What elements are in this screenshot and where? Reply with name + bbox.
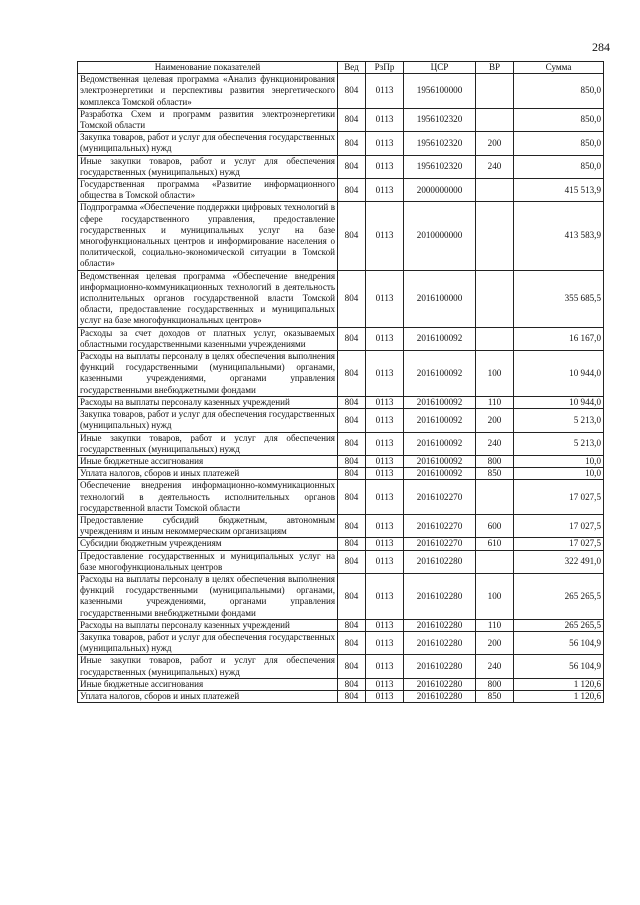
cell-ved: 804 (338, 619, 366, 631)
cell-ved: 804 (338, 132, 366, 155)
cell-sum: 265 265,5 (514, 619, 604, 631)
cell-rzpr: 0113 (366, 74, 404, 109)
cell-vr: 100 (476, 351, 514, 397)
cell-rzpr: 0113 (366, 631, 404, 654)
cell-name: Иные закупки товаров, работ и услуг для обеспечения государственных (муниципальных) нужд (78, 155, 338, 178)
cell-sum: 1 120,6 (514, 690, 604, 702)
cell-ved: 804 (338, 655, 366, 678)
cell-name: Закупка товаров, работ и услуг для обеспечения государственных (муниципальных) нужд (78, 631, 338, 654)
cell-ved: 804 (338, 455, 366, 467)
cell-sum: 10 944,0 (514, 396, 604, 408)
cell-name: Расходы на выплаты персоналу в целях обеспечения выполнения функций государственными (муниципальными) органами, казенными учреждениями, органами управления государственными внебюджетными фондами (78, 351, 338, 397)
cell-sum: 56 104,9 (514, 655, 604, 678)
cell-csr: 2016100092 (404, 455, 476, 467)
cell-sum: 5 213,0 (514, 432, 604, 455)
cell-vr: 240 (476, 155, 514, 178)
cell-ved: 804 (338, 179, 366, 202)
cell-vr (476, 179, 514, 202)
cell-csr: 2016102280 (404, 550, 476, 573)
cell-sum: 1 120,6 (514, 678, 604, 690)
cell-name: Иные бюджетные ассигнования (78, 455, 338, 467)
table-row (78, 409, 604, 432)
cell-ved: 804 (338, 538, 366, 550)
cell-csr: 2016100092 (404, 351, 476, 397)
cell-rzpr: 0113 (366, 468, 404, 480)
cell-csr: 2016100000 (404, 270, 476, 327)
cell-name: Ведомственная целевая программа «Анализ функционирования электроэнергетики и перспективы развития энергетического комплекса Томской области» (78, 74, 338, 109)
cell-rzpr: 0113 (366, 573, 404, 619)
cell-rzpr: 0113 (366, 155, 404, 178)
cell-vr (476, 74, 514, 109)
cell-vr (476, 480, 514, 515)
cell-ved: 804 (338, 678, 366, 690)
table-row (78, 270, 604, 327)
cell-name: Иные закупки товаров, работ и услуг для обеспечения государственных (муниципальных) нужд (78, 655, 338, 678)
cell-vr: 600 (476, 514, 514, 537)
cell-rzpr: 0113 (366, 514, 404, 537)
cell-ved: 804 (338, 202, 366, 270)
cell-vr: 610 (476, 538, 514, 550)
table-row (78, 550, 604, 573)
cell-csr: 2016102280 (404, 655, 476, 678)
cell-csr: 2016100092 (404, 432, 476, 455)
cell-sum: 16 167,0 (514, 327, 604, 350)
header-name: Наименование показателей (78, 62, 338, 74)
table-row (78, 619, 604, 631)
cell-sum: 850,0 (514, 74, 604, 109)
cell-csr: 2016102270 (404, 514, 476, 537)
table-row (78, 514, 604, 537)
cell-ved: 804 (338, 270, 366, 327)
cell-sum: 850,0 (514, 108, 604, 131)
cell-sum: 10,0 (514, 468, 604, 480)
cell-name: Ведомственная целевая программа «Обеспечение внедрения информационно-коммуникационных технологий в деятельность исполнительных органов государственной власти Томской области, предоставление государственных и муниципальных услуг на базе многофункциональных центров» (78, 270, 338, 327)
cell-rzpr: 0113 (366, 409, 404, 432)
table-row (78, 538, 604, 550)
page-number: 284 (592, 40, 610, 54)
cell-ved: 804 (338, 432, 366, 455)
table-row (78, 690, 604, 702)
cell-ved: 804 (338, 74, 366, 109)
cell-vr (476, 270, 514, 327)
header-vr: ВР (476, 62, 514, 74)
cell-sum: 10 944,0 (514, 351, 604, 397)
cell-name: Уплата налогов, сборов и иных платежей (78, 690, 338, 702)
table-row (78, 432, 604, 455)
table-row (78, 678, 604, 690)
cell-rzpr: 0113 (366, 108, 404, 131)
cell-csr: 2016102280 (404, 619, 476, 631)
cell-ved: 804 (338, 573, 366, 619)
cell-vr (476, 202, 514, 270)
cell-name: Иные закупки товаров, работ и услуг для обеспечения государственных (муниципальных) нужд (78, 432, 338, 455)
header-rzpr: РзПр (366, 62, 404, 74)
cell-name: Предоставление субсидий бюджетным, автономным учреждениям и иным некоммерческим организациям (78, 514, 338, 537)
cell-rzpr: 0113 (366, 432, 404, 455)
cell-sum: 56 104,9 (514, 631, 604, 654)
table-row (78, 573, 604, 619)
cell-vr: 240 (476, 655, 514, 678)
table-row (78, 202, 604, 270)
cell-name: Уплата налогов, сборов и иных платежей (78, 468, 338, 480)
cell-vr: 850 (476, 468, 514, 480)
cell-name: Субсидии бюджетным учреждениям (78, 538, 338, 550)
cell-ved: 804 (338, 396, 366, 408)
cell-ved: 804 (338, 631, 366, 654)
cell-sum: 850,0 (514, 155, 604, 178)
table-row (78, 74, 604, 109)
cell-vr: 800 (476, 678, 514, 690)
table-row (78, 108, 604, 131)
cell-csr: 2016102270 (404, 480, 476, 515)
cell-vr: 200 (476, 132, 514, 155)
cell-vr (476, 327, 514, 350)
cell-rzpr: 0113 (366, 455, 404, 467)
cell-csr: 2016102280 (404, 631, 476, 654)
cell-ved: 804 (338, 514, 366, 537)
cell-name: Расходы за счет доходов от платных услуг, оказываемых областными государственными казенными учреждениями (78, 327, 338, 350)
table-row (78, 468, 604, 480)
cell-rzpr: 0113 (366, 179, 404, 202)
table-row (78, 480, 604, 515)
table-row (78, 132, 604, 155)
cell-ved: 804 (338, 351, 366, 397)
table-row (78, 179, 604, 202)
cell-name: Расходы на выплаты персоналу казенных учреждений (78, 396, 338, 408)
cell-vr (476, 108, 514, 131)
cell-sum: 415 513,9 (514, 179, 604, 202)
cell-vr: 110 (476, 396, 514, 408)
cell-ved: 804 (338, 468, 366, 480)
header-csr: ЦСР (404, 62, 476, 74)
table-row (78, 455, 604, 467)
cell-name: Иные бюджетные ассигнования (78, 678, 338, 690)
cell-sum: 10,0 (514, 455, 604, 467)
cell-csr: 1956102320 (404, 155, 476, 178)
cell-ved: 804 (338, 690, 366, 702)
table-row (78, 351, 604, 397)
cell-sum: 17 027,5 (514, 480, 604, 515)
table-row (78, 655, 604, 678)
cell-ved: 804 (338, 409, 366, 432)
table-header-row (78, 62, 604, 74)
cell-csr: 2000000000 (404, 179, 476, 202)
cell-csr: 2010000000 (404, 202, 476, 270)
cell-vr: 240 (476, 432, 514, 455)
table-row (78, 327, 604, 350)
cell-rzpr: 0113 (366, 202, 404, 270)
cell-name: Закупка товаров, работ и услуг для обеспечения государственных (муниципальных) нужд (78, 132, 338, 155)
cell-vr (476, 550, 514, 573)
cell-csr: 1956102320 (404, 132, 476, 155)
cell-csr: 2016100092 (404, 327, 476, 350)
cell-csr: 2016102280 (404, 573, 476, 619)
header-ved: Вед (338, 62, 366, 74)
cell-name: Подпрограмма «Обеспечение поддержки цифровых технологий в сфере государственного управления, предоставление государственных и муниципальных услуг на базе многофункциональных центров и информирование населения о политической, социально-экономической ситуации в Томской области» (78, 202, 338, 270)
cell-csr: 2016102270 (404, 538, 476, 550)
cell-ved: 804 (338, 550, 366, 573)
table-body (78, 74, 604, 703)
cell-ved: 804 (338, 155, 366, 178)
cell-name: Государственная программа «Развитие информационного общества в Томской области» (78, 179, 338, 202)
header-sum: Сумма (514, 62, 604, 74)
cell-name: Предоставление государственных и муниципальных услуг на базе многофункциональных центров (78, 550, 338, 573)
cell-csr: 2016100092 (404, 468, 476, 480)
cell-sum: 413 583,9 (514, 202, 604, 270)
table-row (78, 631, 604, 654)
cell-ved: 804 (338, 108, 366, 131)
cell-name: Обеспечение внедрения информационно-коммуникационных технологий в деятельность исполнительных органов государственной власти Томской области (78, 480, 338, 515)
cell-rzpr: 0113 (366, 396, 404, 408)
cell-sum: 355 685,5 (514, 270, 604, 327)
table-row (78, 396, 604, 408)
cell-csr: 2016102280 (404, 690, 476, 702)
cell-name: Расходы на выплаты персоналу в целях обеспечения выполнения функций государственными (муниципальными) органами, казенными учреждениями, органами управления государственными внебюджетными фондами (78, 573, 338, 619)
cell-rzpr: 0113 (366, 655, 404, 678)
cell-sum: 17 027,5 (514, 514, 604, 537)
cell-name: Разработка Схем и программ развития электроэнергетики Томской области (78, 108, 338, 131)
cell-sum: 322 491,0 (514, 550, 604, 573)
cell-vr: 110 (476, 619, 514, 631)
budget-table (77, 61, 604, 703)
cell-rzpr: 0113 (366, 480, 404, 515)
cell-csr: 2016100092 (404, 396, 476, 408)
cell-sum: 5 213,0 (514, 409, 604, 432)
cell-rzpr: 0113 (366, 550, 404, 573)
cell-vr: 100 (476, 573, 514, 619)
cell-rzpr: 0113 (366, 132, 404, 155)
cell-ved: 804 (338, 480, 366, 515)
cell-name: Расходы на выплаты персоналу казенных учреждений (78, 619, 338, 631)
cell-rzpr: 0113 (366, 538, 404, 550)
cell-rzpr: 0113 (366, 270, 404, 327)
cell-vr: 200 (476, 409, 514, 432)
cell-sum: 17 027,5 (514, 538, 604, 550)
cell-vr: 200 (476, 631, 514, 654)
cell-rzpr: 0113 (366, 690, 404, 702)
cell-csr: 1956100000 (404, 74, 476, 109)
table-row (78, 155, 604, 178)
cell-vr: 800 (476, 455, 514, 467)
cell-sum: 265 265,5 (514, 573, 604, 619)
cell-rzpr: 0113 (366, 327, 404, 350)
cell-name: Закупка товаров, работ и услуг для обеспечения государственных (муниципальных) нужд (78, 409, 338, 432)
cell-sum: 850,0 (514, 132, 604, 155)
cell-csr: 2016102280 (404, 678, 476, 690)
cell-rzpr: 0113 (366, 678, 404, 690)
cell-csr: 2016100092 (404, 409, 476, 432)
cell-ved: 804 (338, 327, 366, 350)
cell-csr: 1956102320 (404, 108, 476, 131)
cell-rzpr: 0113 (366, 351, 404, 397)
cell-rzpr: 0113 (366, 619, 404, 631)
cell-vr: 850 (476, 690, 514, 702)
